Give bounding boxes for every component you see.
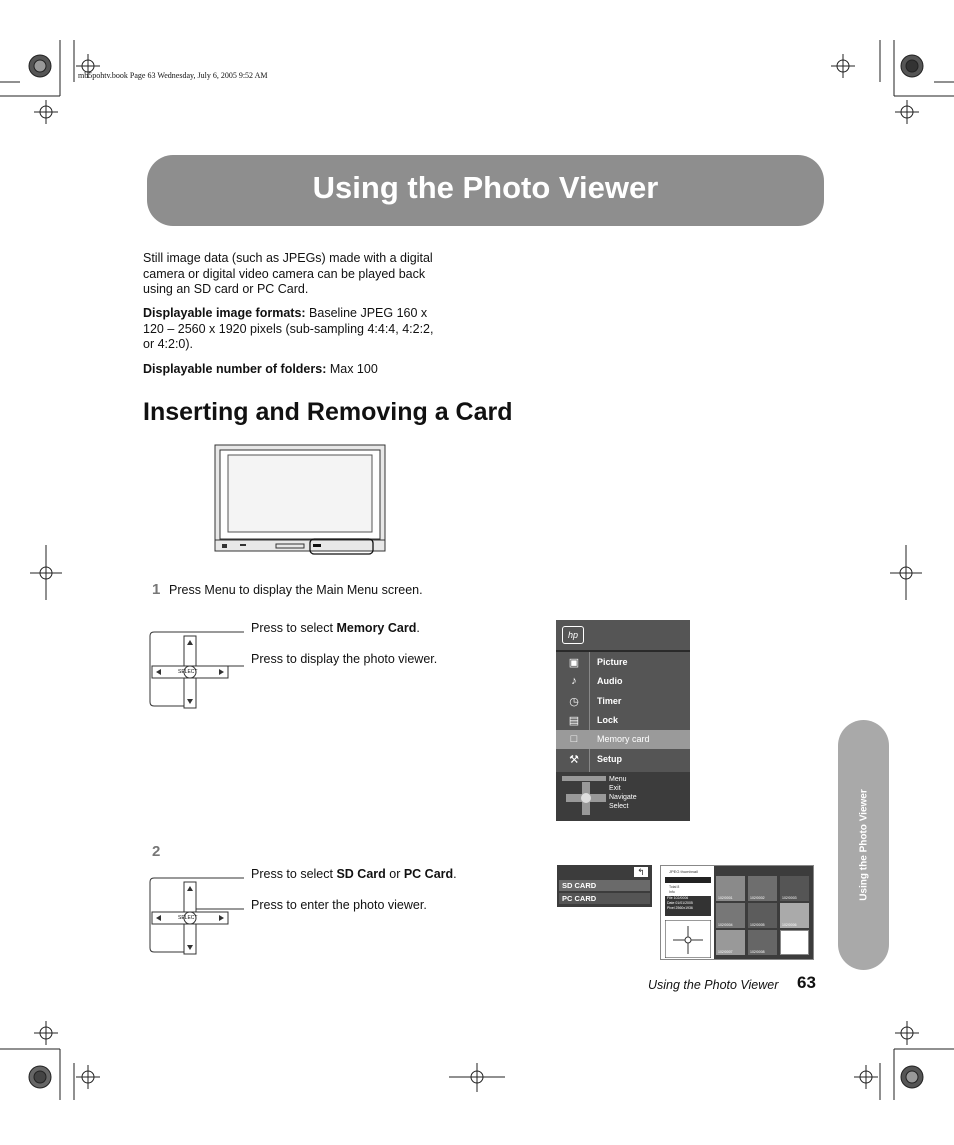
step-2-remote-pad bbox=[148, 876, 248, 958]
menu-item-timer[interactable]: ◷ Timer bbox=[556, 692, 690, 711]
audio-icon: ♪ bbox=[571, 675, 577, 687]
thumbnail-grid bbox=[716, 876, 810, 958]
page-title: Using the Photo Viewer bbox=[312, 170, 659, 205]
formats-paragraph: Displayable image formats: Baseline JPEG 160 x 120 – 2560 x 1920 pixels (sub-sampling 4:4:4, 4:2:2, or 4:2:0). bbox=[143, 306, 434, 351]
timer-icon: ◷ bbox=[569, 696, 579, 708]
page-number: 63 bbox=[797, 973, 816, 992]
thumbnail-nav-pad bbox=[665, 920, 711, 958]
back-icon[interactable]: ↰ bbox=[634, 867, 648, 877]
registration-mark-br bbox=[901, 1066, 923, 1088]
tv-illustration bbox=[214, 444, 388, 556]
thumbnail[interactable]: 102/0002 bbox=[748, 876, 777, 901]
sd-card-option[interactable]: SD CARD bbox=[559, 880, 650, 891]
thumbnail-screen: JPEG thumbnail Total 8 Info File 102/0006 Date 01/01/2005 Pixel 2560x1936 102/0001 102/0002 102/0003 102/0004 102/0005 102/0006 102/0007 102/0008 bbox=[660, 865, 814, 960]
thumbnail-empty bbox=[780, 930, 809, 955]
thumbnail-title: JPEG thumbnail bbox=[669, 869, 698, 874]
step-1-number: 1 bbox=[152, 581, 161, 598]
step-1-callout-display: Press to display the photo viewer. bbox=[251, 652, 438, 666]
main-menu-screen bbox=[556, 620, 690, 821]
step-2-callout-enter: Press to enter the photo viewer. bbox=[251, 898, 427, 912]
hp-logo: hp bbox=[562, 626, 584, 644]
menu-legend-pad bbox=[562, 776, 614, 816]
pc-card-option[interactable]: PC CARD bbox=[559, 893, 650, 904]
menu-item-audio[interactable]: ♪ Audio bbox=[556, 672, 690, 691]
thumbnail[interactable]: 102/0008 bbox=[748, 930, 777, 955]
step-1-callout-select: Press to select Memory Card. bbox=[251, 621, 420, 635]
print-header: mb5pohtv.book Page 63 Wednesday, July 6, 2005 9:52 AM bbox=[78, 71, 268, 80]
menu-item-setup[interactable]: ⚒ Setup bbox=[556, 750, 690, 769]
menu-legend: Menu Exit Navigate Select bbox=[609, 776, 637, 810]
thumbnail[interactable]: 102/0004 bbox=[716, 903, 745, 928]
step-1-text: Press Menu to display the Main Menu screen. bbox=[169, 583, 423, 597]
step-1-remote-pad bbox=[148, 630, 248, 712]
footer-section: Using the Photo Viewer bbox=[648, 978, 779, 992]
thumbnail[interactable]: 102/0001 bbox=[716, 876, 745, 901]
thumbnail[interactable]: 102/0005 bbox=[748, 903, 777, 928]
menu-item-lock[interactable]: ▤ Lock bbox=[556, 711, 690, 730]
side-tab-label: Using the Photo Viewer bbox=[858, 789, 870, 901]
setup-icon: ⚒ bbox=[569, 754, 579, 766]
step-2-callout-select: Press to select SD Card or PC Card. bbox=[251, 867, 457, 881]
picture-icon: ▣ bbox=[568, 657, 580, 669]
thumbnail[interactable]: 102/0003 bbox=[780, 876, 809, 901]
menu-item-picture[interactable]: ▣ Picture bbox=[556, 653, 690, 672]
registration-mark-tr bbox=[901, 55, 923, 77]
step-1-select-label: SELECT bbox=[178, 669, 198, 675]
thumbnail-info: Total 8 Info bbox=[669, 885, 680, 894]
folders-paragraph: Displayable number of folders: Max 100 bbox=[143, 362, 378, 376]
intro-paragraph: Still image data (such as JPEGs) made with a digital camera or digital video camera can be played back using an SD card or PC Card. bbox=[143, 251, 433, 296]
thumbnail[interactable]: 102/0006 bbox=[780, 903, 809, 928]
step-2-select-label: SELECT bbox=[178, 915, 198, 921]
step-2-number: 2 bbox=[152, 843, 161, 860]
card-select-screen bbox=[557, 865, 652, 907]
registration-mark-bl bbox=[29, 1066, 51, 1088]
thumbnail[interactable]: 102/0007 bbox=[716, 930, 745, 955]
registration-mark-tl bbox=[29, 55, 51, 77]
lock-icon: ▤ bbox=[568, 715, 580, 727]
section-heading: Inserting and Removing a Card bbox=[143, 398, 513, 426]
menu-item-memory-card[interactable]: □ Memory card bbox=[556, 730, 690, 749]
memory-card-icon: □ bbox=[570, 733, 578, 745]
